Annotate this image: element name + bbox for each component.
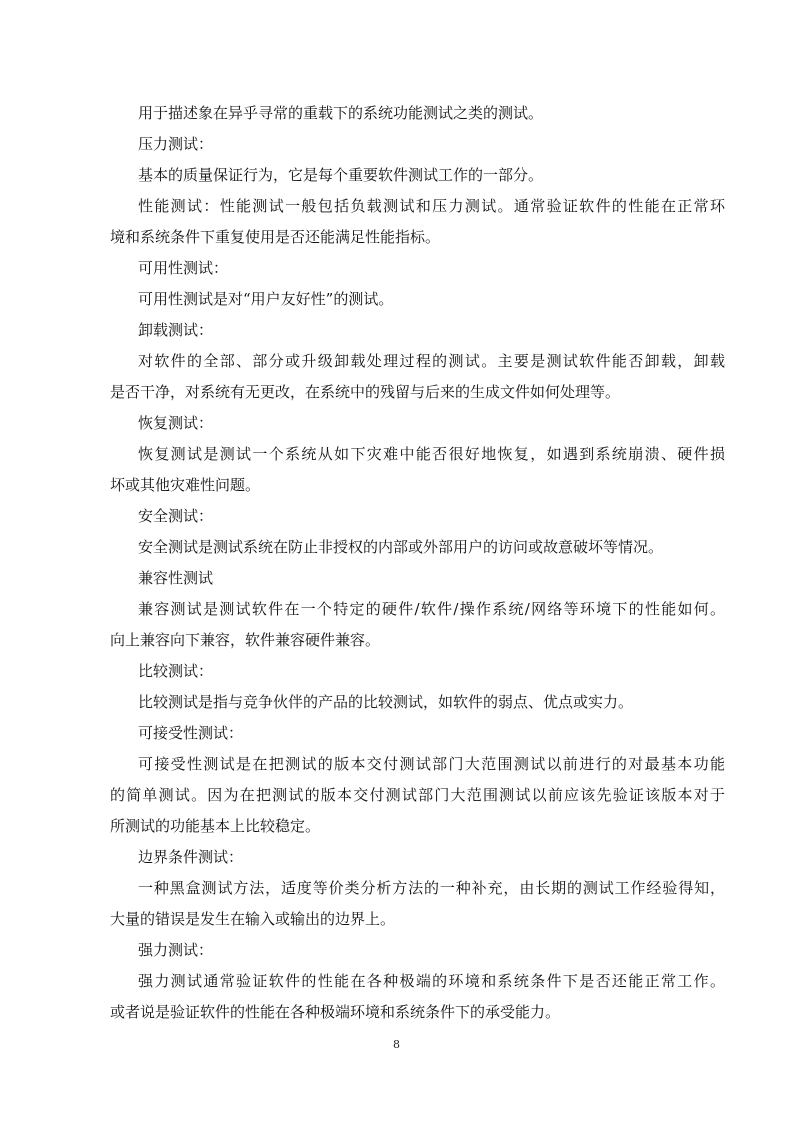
section-heading: 比较测试： xyxy=(138,662,214,680)
paragraph-line: 所测试的功能基本上比较稳定。 xyxy=(110,817,321,835)
paragraph-line: 基本的质量保证行为，它是每个重要软件测试工作的一部分。 xyxy=(138,166,544,184)
paragraph-line: 或者说是验证软件的性能在各种极端环境和系统条件下的承受能力。 xyxy=(110,1003,561,1021)
paragraph-line: 强力测试通常验证软件的性能在各种极端的环境和系统条件下是否还能正常工作。 xyxy=(138,972,725,990)
section-heading: 压力测试： xyxy=(138,135,214,153)
section-heading: 恢复测试： xyxy=(138,414,214,432)
paragraph-line: 大量的错误是发生在输入或输出的边界上。 xyxy=(110,910,396,928)
paragraph-line: 的简单测试。因为在把测试的版本交付测试部门大范围测试以前应该先验证该版本对于 xyxy=(110,786,725,804)
section-heading: 可用性测试： xyxy=(138,259,229,277)
section-heading: 兼容性测试 xyxy=(138,569,214,587)
paragraph-line: 一种黑盒测试方法，适度等价类分析方法的一种补充，由长期的测试工作经验得知， xyxy=(138,879,725,897)
paragraph-line: 可用性测试是对“用户友好性”的测试。 xyxy=(138,290,394,308)
section-heading: 可接受性测试： xyxy=(138,724,244,742)
paragraph-line: 境和系统条件下重复使用是否还能满足性能指标。 xyxy=(110,228,441,246)
page-number: 8 xyxy=(393,1038,400,1051)
section-heading: 强力测试： xyxy=(138,941,214,959)
paragraph-line: 兼容测试是测试软件在一个特定的硬件/软件/操作系统/网络等环境下的性能如何。 xyxy=(138,600,725,618)
paragraph-line: 安全测试是测试系统在防止非授权的内部或外部用户的访问或故意破坏等情况。 xyxy=(138,538,664,556)
section-heading: 边界条件测试： xyxy=(138,848,244,866)
section-heading: 卸载测试： xyxy=(138,321,214,339)
paragraph-line: 对软件的全部、部分或升级卸载处理过程的测试。主要是测试软件能否卸载，卸载 xyxy=(138,352,725,370)
paragraph-line: 用于描述象在异乎寻常的重载下的系统功能测试之类的测试。 xyxy=(138,104,544,122)
paragraph-line: 向上兼容向下兼容，软件兼容硬件兼容。 xyxy=(110,631,381,649)
paragraph-line: 是否干净，对系统有无更改，在系统中的残留与后来的生成文件如何处理等。 xyxy=(110,383,621,401)
paragraph-line: 坏或其他灾难性问题。 xyxy=(110,476,261,494)
paragraph-line: 恢复测试是测试一个系统从如下灾难中能否很好地恢复，如遇到系统崩溃、硬件损 xyxy=(138,445,725,463)
paragraph-line: 比较测试是指与竞争伙伴的产品的比较测试，如软件的弱点、优点或实力。 xyxy=(138,693,634,711)
paragraph-line: 可接受性测试是在把测试的版本交付测试部门大范围测试以前进行的对最基本功能 xyxy=(138,755,725,773)
section-heading: 安全测试： xyxy=(138,507,214,525)
paragraph-line: 性能测试：性能测试一般包括负载测试和压力测试。通常验证软件的性能在正常环 xyxy=(138,197,725,215)
